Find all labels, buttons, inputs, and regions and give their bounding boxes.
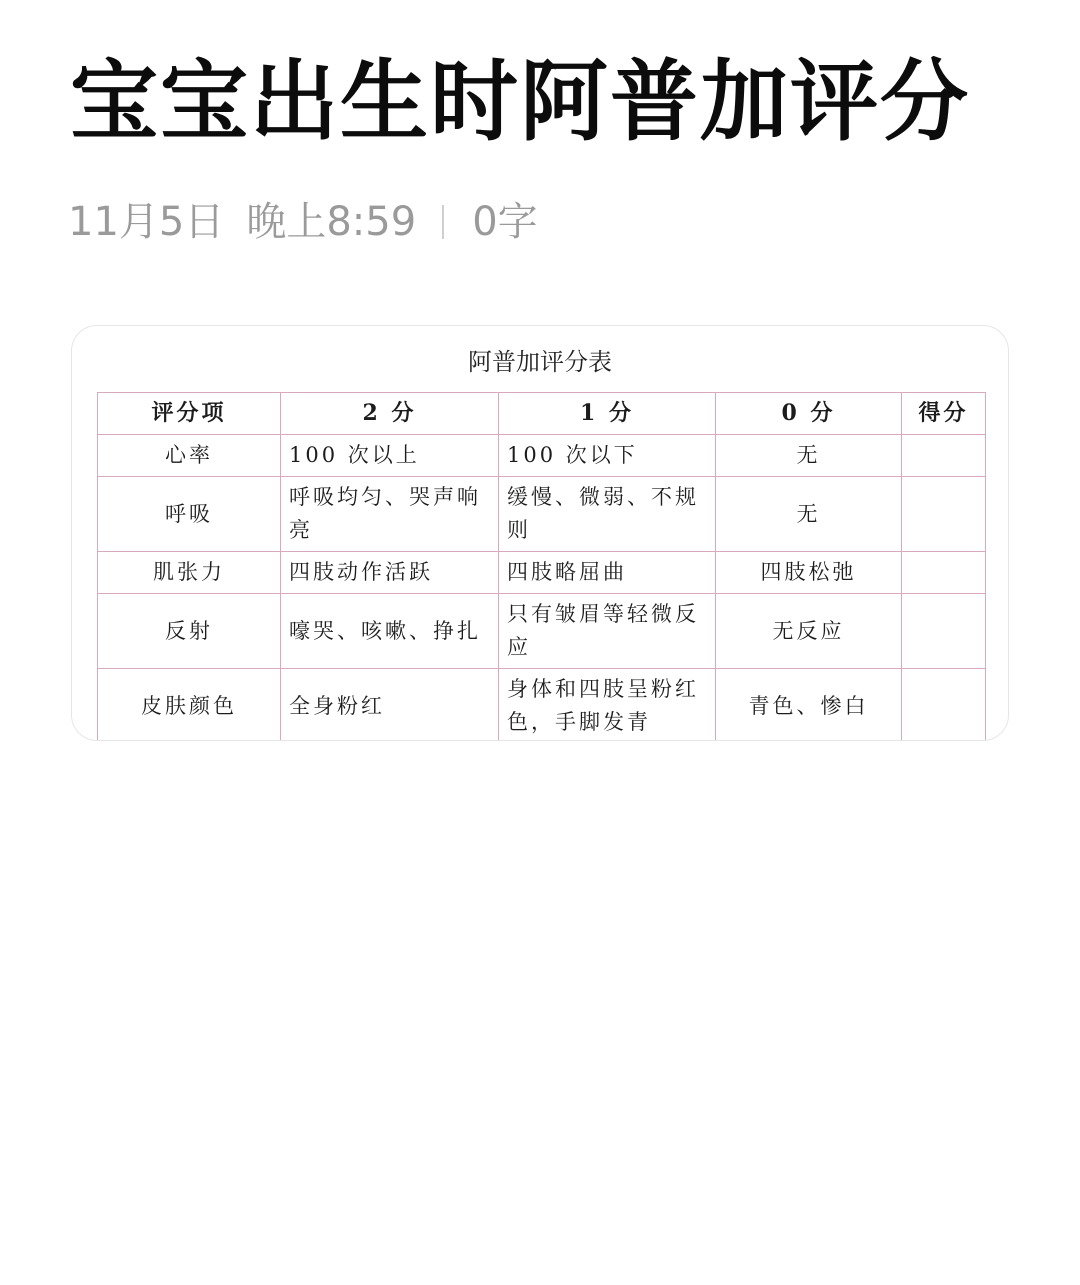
table-cell: 呼吸: [98, 477, 281, 552]
table-cell: 心率: [98, 435, 281, 477]
table-cell: 嚎哭、咳嗽、挣扎: [281, 594, 499, 669]
table-cell: 呼吸均匀、哭声响亮: [281, 477, 499, 552]
table-header-row: [98, 393, 986, 435]
table-cell: [902, 435, 986, 477]
table-cell: 青色、惨白: [716, 669, 902, 742]
header-cell: 得分: [902, 393, 986, 435]
table-cell: [902, 594, 986, 669]
table-cell: 只有皱眉等轻微反应: [499, 594, 716, 669]
table-cell: 肌张力: [98, 552, 281, 594]
table-cell: 100 次以上: [281, 435, 499, 477]
table-row: [98, 552, 986, 594]
table-cell: 无反应: [716, 594, 902, 669]
table-cell: 四肢略屈曲: [499, 552, 716, 594]
table-row: [98, 669, 986, 742]
header-cell: 0 分: [716, 393, 902, 435]
table-caption: 阿普加评分表: [468, 348, 612, 376]
note-time: 晚上8:59: [246, 199, 417, 245]
header-cell: 评分项: [98, 393, 281, 435]
note-meta: [68, 196, 538, 248]
table-cell: 四肢松弛: [716, 552, 902, 594]
header-cell: 1 分: [499, 393, 716, 435]
table-cell: [902, 552, 986, 594]
table-row: [98, 435, 986, 477]
table-row: [98, 477, 986, 552]
table-cell: 身体和四肢呈粉红色，手脚发青: [499, 669, 716, 742]
table-cell: [902, 477, 986, 552]
note-date: 11月5日: [68, 199, 225, 245]
table-cell: 反射: [98, 594, 281, 669]
embedded-image[interactable]: [71, 325, 1009, 741]
table-cell: 皮肤颜色: [98, 669, 281, 742]
table-cell: 四肢动作活跃: [281, 552, 499, 594]
table-cell: [902, 669, 986, 742]
apgar-table: [97, 392, 986, 741]
table-cell: 全身粉红: [281, 669, 499, 742]
word-count: 0字: [472, 199, 538, 245]
note-title[interactable]: 宝宝出生时阿普加评分: [70, 50, 971, 153]
table-row: [98, 594, 986, 669]
table-cell: 无: [716, 477, 902, 552]
table-cell: 无: [716, 435, 902, 477]
meta-divider: [442, 205, 444, 239]
table-cell: 缓慢、微弱、不规则: [499, 477, 716, 552]
header-cell: 2 分: [281, 393, 499, 435]
table-cell: 100 次以下: [499, 435, 716, 477]
